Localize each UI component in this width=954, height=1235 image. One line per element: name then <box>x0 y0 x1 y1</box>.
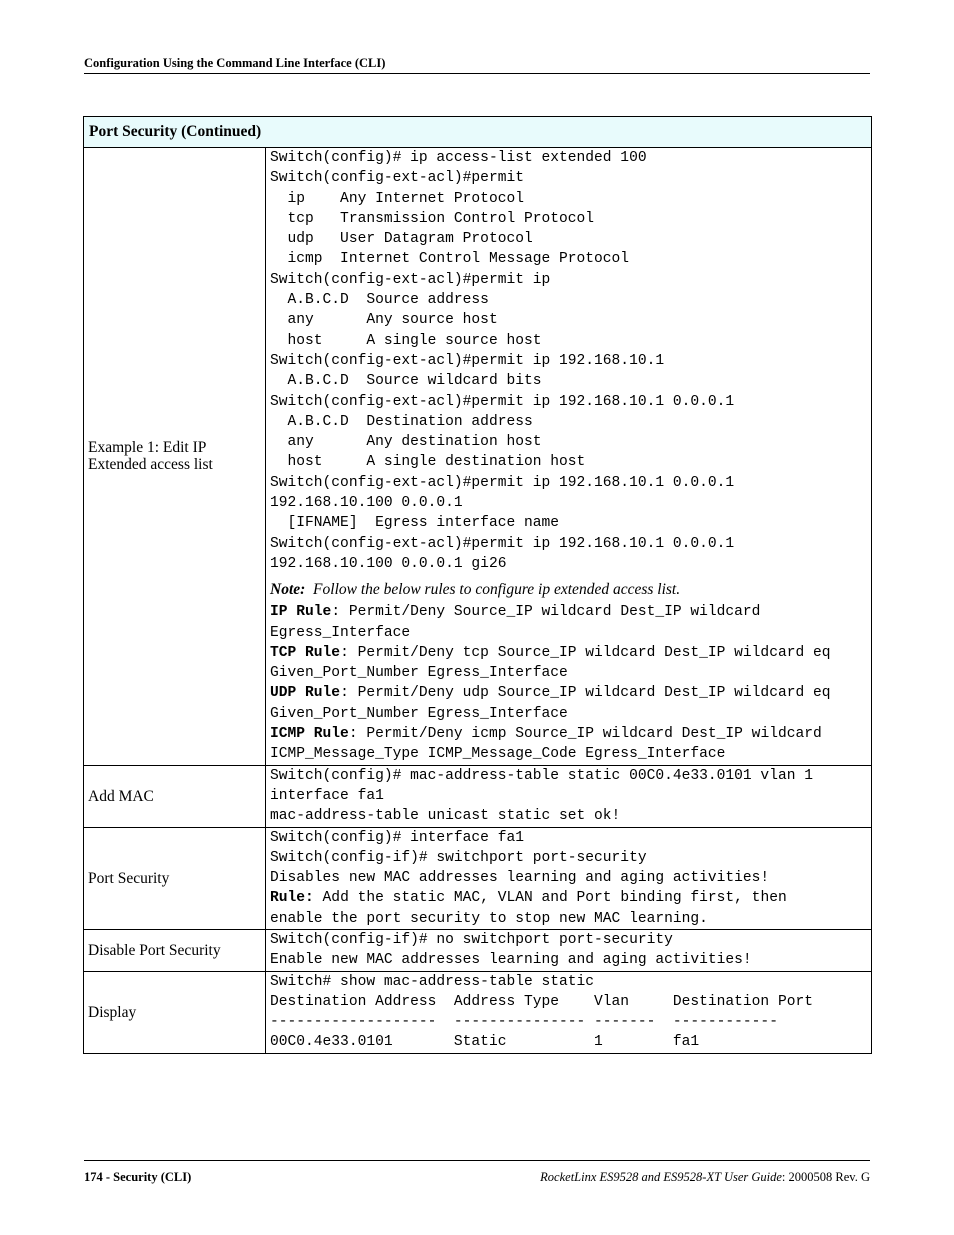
port-security-rule <box>270 888 867 929</box>
display-content <box>266 971 872 1053</box>
disable-port-security-content <box>266 929 872 971</box>
table-row-display <box>84 971 872 1053</box>
display-code: Switch# show mac-address-table static Destination Address Address Type Vlan Destination Port ------------------- --------------- ------- ------------ 00C0.4e33.0101 Static 1 fa1 <box>270 973 813 1051</box>
rule-name: UDP Rule <box>270 685 341 702</box>
example1-note <box>270 580 867 600</box>
port-security-table <box>83 116 872 1054</box>
table-row-port-security <box>84 827 872 929</box>
example1-content <box>266 148 872 766</box>
rule-udp <box>270 683 867 724</box>
example1-label-line1: Example 1: Edit IP <box>88 439 207 457</box>
port-security-label: Port Security <box>84 827 266 929</box>
display-label: Display <box>84 971 266 1053</box>
table-row-disable-port-security <box>84 929 872 971</box>
header-rule <box>84 73 870 74</box>
rule-tcp <box>270 643 867 684</box>
rule-icmp <box>270 724 867 765</box>
disable-port-security-label: Disable Port Security <box>84 929 266 971</box>
page-header: Configuration Using the Command Line Interface (CLI) <box>84 56 386 70</box>
port-security-rule-text: Add the static MAC, VLAN and Port binding first, then enable the port security to stop new MAC learning. <box>270 890 787 927</box>
rule-name: ICMP Rule <box>270 726 349 743</box>
table-title: Port Security (Continued) <box>84 117 872 148</box>
footer-guide-name: RocketLinx ES9528 and ES9528-XT User Guide <box>540 1170 782 1184</box>
port-security-rule-name: Rule: <box>270 890 314 907</box>
add-mac-code: Switch(config)# mac-address-table static 00C0.4e33.0101 vlan 1 interface fa1 mac-address-table unicast static set ok! <box>270 767 813 825</box>
table-row-example1 <box>84 148 872 766</box>
rule-text: : Permit/Deny tcp Source_IP wildcard Dest_IP wildcard eq Given_Port_Number Egress_Interface <box>270 644 831 682</box>
add-mac-label: Add MAC <box>84 765 266 827</box>
disable-port-security-code: Switch(config-if)# no switchport port-security Enable new MAC addresses learning and aging activities! <box>270 931 752 969</box>
footer-revision: : 2000508 Rev. G <box>781 1170 870 1184</box>
footer-page-number: 174 - Security (CLI) <box>84 1170 192 1184</box>
rule-text: : Permit/Deny udp Source_IP wildcard Dest_IP wildcard eq Given_Port_Number Egress_Interface <box>270 685 831 722</box>
rule-text: : Permit/Deny icmp Source_IP wildcard Dest_IP wildcard ICMP_Message_Type ICMP_Message_Code Egress_Interface <box>270 726 822 763</box>
rule-name: TCP Rule <box>270 644 341 661</box>
rule-name: IP Rule <box>270 604 332 621</box>
port-security-content <box>266 827 872 929</box>
table-row-add-mac <box>84 765 872 827</box>
add-mac-content <box>266 765 872 827</box>
note-text: Follow the below rules to configure ip extended access list. <box>313 581 681 599</box>
rule-text: : Permit/Deny Source_IP wildcard Dest_IP wildcard Egress_Interface <box>270 604 761 641</box>
note-label: Note: <box>270 581 306 599</box>
footer-rule <box>84 1160 870 1161</box>
port-security-code: Switch(config)# interface fa1 Switch(config-if)# switchport port-security Disables new MAC addresses learning and aging activities! <box>270 829 770 887</box>
rules-list <box>270 602 867 764</box>
footer-document-title <box>540 1170 870 1185</box>
example1-label <box>84 148 266 766</box>
example1-label-line2: Extended access list <box>88 456 213 474</box>
example1-code: Switch(config)# ip access-list extended 100 Switch(config-ext-acl)#permit ip Any Internet Protocol tcp Transmission Control Protocol udp User Datagram Protocol icmp Internet Control Message Protocol Switch(config-ext-acl)#permit ip A.B.C.D Source address any Any source host host A single source host Switch(config-ext-acl)#permit ip 192.168.10.1 A.B.C.D Source wildcard bits Switch(config-ext-acl)#permit ip 192.168.10.1 0.0.0.1 A.B.C.D Destination address any Any destination host host A single destination host Switch(config-ext-acl)#permit ip 192.168.10.1 0.0.0.1 192.168.10.100 0.0.0.1 [IFNAME] Egress interface name Switch(config-ext-acl)#permit ip 192.168.10.1 0.0.0.1 192.168.10.100 0.0.0.1 gi26 <box>270 150 735 572</box>
rule-ip <box>270 602 867 643</box>
